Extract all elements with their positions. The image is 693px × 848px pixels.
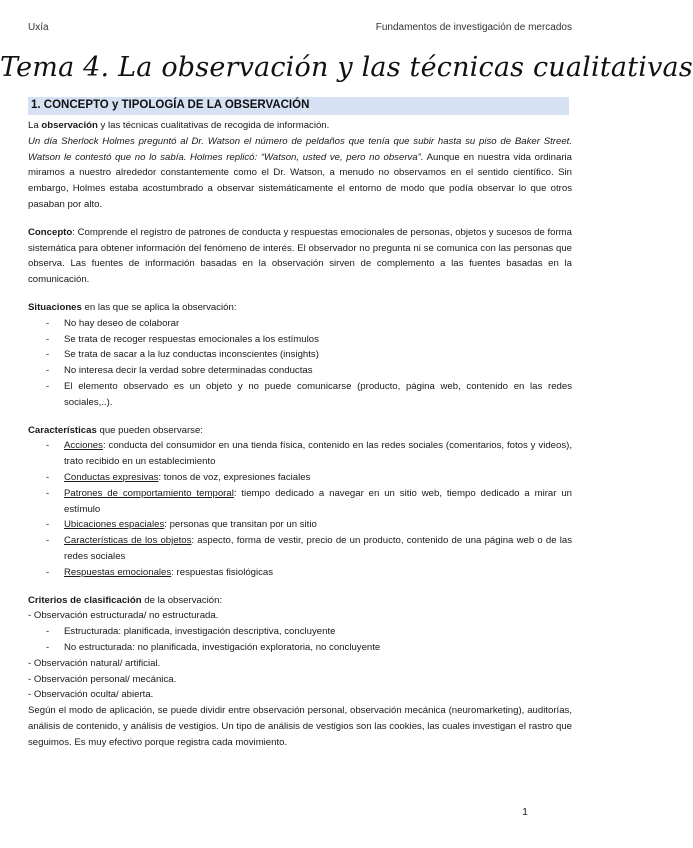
list-item: - Se trata de sacar a la luz conductas inconscientes (insights)	[28, 347, 572, 363]
situaciones-heading	[28, 300, 572, 316]
list-item	[28, 438, 572, 470]
caracteristicas-label: Características	[28, 424, 97, 436]
term: Ubicaciones espaciales	[64, 519, 165, 531]
term-desc: : personas que transitan por un sitio	[164, 519, 317, 531]
criterio-line: - Observación personal/ mecánica.	[28, 673, 177, 685]
caracteristicas-rest: que pueden observarse:	[96, 424, 203, 436]
list-item	[28, 486, 572, 518]
situaciones-list	[28, 316, 572, 411]
criterios-heading	[28, 593, 572, 609]
list-item: - Estructurada: planificada, investigación descriptiva, concluyente	[28, 624, 572, 640]
intro-rest: y las técnicas cualitativas de recogida de información.	[97, 120, 330, 131]
list-item: - No hay deseo de colaborar	[28, 316, 572, 332]
situaciones-rest: en las que se aplica la observación:	[81, 301, 237, 313]
intro-quote: Un día Sherlock Holmes preguntó al Dr. Watson el número de peldaños que tenía que subir hasta su piso de Baker Street. Watson le contestó que no lo sabía. Holmes replicó: “Watson, usted ve, pero no observa”.	[28, 135, 572, 163]
term-desc: : conducta del consumidor en una tienda física, contenido en las redes sociales (comentarios, fotos y videos), trato recibido en un establecimiento	[64, 440, 572, 468]
intro-quote-rest: Aunque en nuestra vida ordinaria miramos a nuestro alrededor constantemente como el Dr. Watson, a menudo no observamos en el sentido científico. Sin embargo, Holmes estaba acostumbrado a observar sistemáticamente el entorno de modo que podía observar lo que otros pasaban por alto.	[28, 151, 573, 210]
concepto-text: : Comprende el registro de patrones de conducta y respuestas emocionales de personas, objetos y sucesos de forma sistemática para obtener información del fenómeno de interés. El observador no pregunta ni se comunica con las personas que observa. Las fuentes de información basadas en la observación sirven de complemento a las fuentes basadas en la comunicación.	[28, 226, 572, 286]
term-desc: : tiempo dedicado a navegar en un sitio web, tiempo dedicado a mirar un estímulo	[64, 487, 572, 515]
situaciones-label: Situaciones	[28, 301, 82, 313]
intro-prefix: La	[28, 120, 42, 131]
criterios-closing: Según el modo de aplicación, se puede dividir entre observación personal, observación mecánica (neuromarketing), auditorías, análisis de contenido, y análisis de vestigios. Un tipo de análisis de vestigios son las cookies, las cuales investigan el rastro que seguimos. Es muy efectivo porque registra cada movimiento.	[28, 705, 572, 748]
term-desc: : aspecto, forma de vestir, precio de un producto, contenido de una página web o de las redes sociales	[64, 535, 572, 562]
criterio-line: - Observación oculta/ abierta.	[28, 689, 154, 701]
list-item: - El elemento observado es un objeto y no puede comunicarse (producto, página web, contenido en las redes sociales,..).	[28, 379, 572, 411]
list-item	[28, 565, 572, 581]
page-number: 1	[522, 806, 528, 818]
list-item: - No estructurada: no planificada, investigación exploratoria, no concluyente	[28, 640, 572, 656]
criterio-line: - Observación natural/ artificial.	[28, 657, 161, 669]
term: Características de los objetos	[64, 535, 192, 547]
term: Acciones	[64, 440, 103, 452]
term-desc: : tonos de voz, expresiones faciales	[158, 471, 311, 483]
list-item: - Se trata de recoger respuestas emocionales a los estímulos	[28, 332, 572, 348]
caracteristicas-list	[28, 438, 572, 580]
intro-line	[28, 118, 572, 134]
term-desc: : respuestas fisiológicas	[171, 566, 274, 578]
criterios-rest: de la observación:	[141, 594, 223, 606]
concepto-paragraph	[28, 225, 572, 288]
caracteristicas-heading	[28, 423, 572, 439]
criterio-line: - Observación estructurada/ no estructurada.	[28, 610, 219, 622]
intro-bold-term: observación	[41, 120, 98, 131]
list-item	[28, 533, 572, 565]
list-item	[28, 517, 572, 533]
term: Patrones de comportamiento temporal	[64, 487, 234, 499]
criterios-label: Criterios de clasificación	[28, 594, 142, 606]
body-text	[28, 118, 572, 750]
term: Conductas expresivas	[64, 471, 159, 483]
header-course: Fundamentos de investigación de mercados	[375, 22, 572, 33]
header-author: Uxía	[28, 22, 49, 33]
criterios-sublist	[28, 624, 572, 656]
list-item	[28, 470, 572, 486]
concepto-label: Concepto	[28, 226, 73, 238]
page-title: Tema 4. La observación y las técnicas cualitativas	[0, 52, 693, 83]
list-item: - No interesa decir la verdad sobre determinadas conductas	[28, 363, 572, 379]
term: Respuestas emocionales	[64, 566, 172, 578]
section-heading: 1. CONCEPTO y TIPOLOGÍA DE LA OBSERVACIÓN	[31, 99, 310, 111]
intro-paragraph	[28, 134, 572, 213]
